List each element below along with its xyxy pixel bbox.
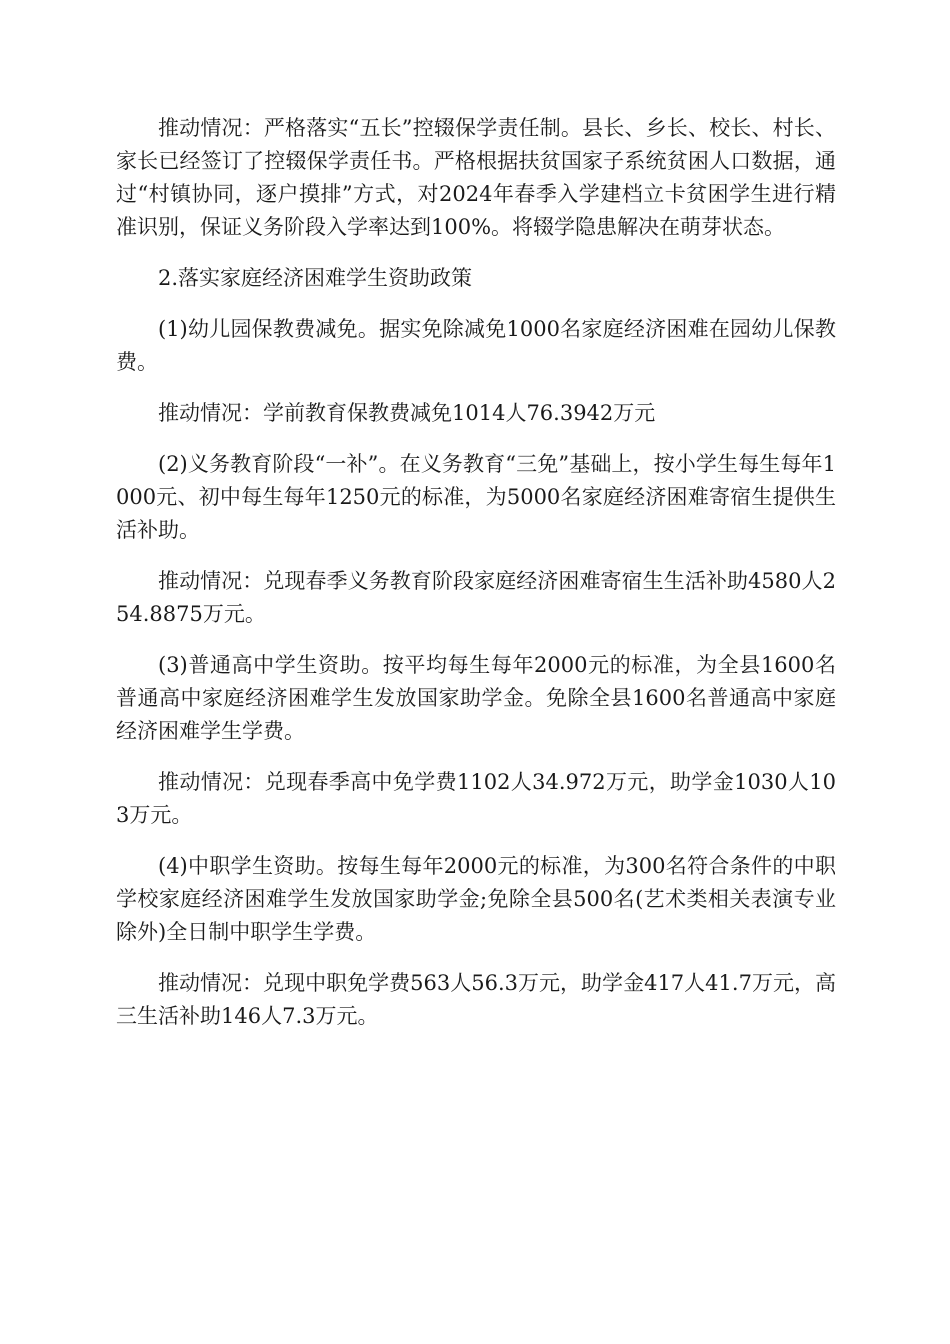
paragraph-compulsory-education-subsidy: (2)义务教育阶段“一补”。在义务教育“三免”基础上，按小学生每生每年1000元、初中每生每年1250元的标准，为5000名家庭经济困难寄宿生提供生活补助。	[116, 452, 836, 542]
paragraph-progress-dropout-control: 推动情况：严格落实“五长”控辍保学责任制。县长、乡长、校长、村长、家长已经签订了控辍保学责任书。严格根据扶贫国家子系统贫困人口数据，通过“村镇协同，逐户摸排”方式，对2024年春季入学建档立卡贫困学生进行精准识别，保证义务阶段入学率达到100%。将辍学隐患解决在萌芽状态。	[116, 116, 836, 239]
paragraph-progress-high-school: 推动情况：兑现春季高中免学费1102人34.972万元，助学金1030人103万元。	[116, 770, 836, 827]
paragraph-high-school-aid: (3)普通高中学生资助。按平均每生每年2000元的标准，为全县1600名普通高中家庭经济困难学生发放国家助学金。免除全县1600名普通高中家庭经济困难学生学费。	[116, 653, 836, 743]
document-page	[116, 112, 836, 1051]
section-heading-financial-aid-policy: 2.落实家庭经济困难学生资助政策	[158, 266, 473, 290]
paragraph-vocational-school-aid: (4)中职学生资助。按每生每年2000元的标准，为300名符合条件的中职学校家庭经济困难学生发放国家助学金;免除全县500名(艺术类相关表演专业除外)全日制中职学生学费。	[116, 854, 836, 944]
paragraph-progress-kindergarten: 推动情况：学前教育保教费减免1014人76.3942万元	[158, 401, 656, 425]
paragraph-progress-vocational-school: 推动情况：兑现中职免学费563人56.3万元，助学金417人41.7万元，高三生活补助146人7.3万元。	[116, 971, 836, 1028]
paragraph-kindergarten-fee-waiver: (1)幼儿园保教费减免。据实免除减免1000名家庭经济困难在园幼儿保教费。	[116, 317, 836, 374]
paragraph-progress-compulsory-education: 推动情况：兑现春季义务教育阶段家庭经济困难寄宿生生活补助4580人254.8875万元。	[116, 569, 836, 626]
